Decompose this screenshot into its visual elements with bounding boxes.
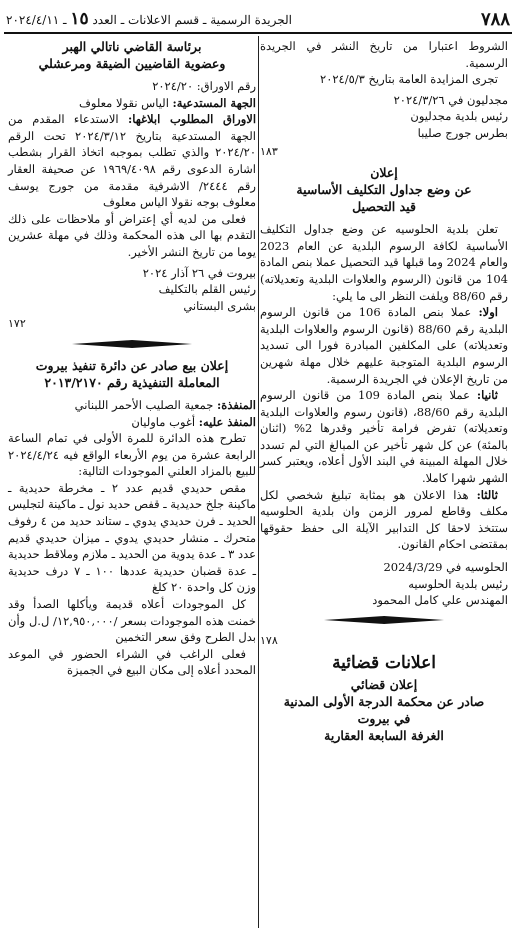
signature-line: رئيس بلدية مجدليون [410, 109, 508, 124]
notice-title: عن وضع جداول التكليف الأساسية [296, 182, 472, 198]
objection-text: فعلى من لديه أي إعتراض أو ملاحظات على ذلك التقدم بها الى هذه المحكمة وذلك في مهلة عشرين يوما من تاريخ النشر الأخير. [8, 211, 256, 259]
item-label: اولا: [478, 305, 498, 320]
notice-item [260, 387, 508, 487]
signature-line: الحلوسيه في 2024/3/29 [383, 560, 508, 575]
closing-paragraph: فعلى الراغب في الشراء الحضور في الموعد المحدد أعلاه إلى مكان البيع في الجميزة [8, 646, 256, 678]
running-title-text: الجريدة الرسمية ـ قسم الاعلانات ـ العدد [92, 13, 292, 27]
estimate-paragraph: كل الموجودات أعلاه قديمة ويأكلها الصدأ وقد خمنت هذه الموجودات بسعر /١٢,٩٥٠,٠٠٠/ ل.ل وأن بدل الطرح وفق سعر التخمين [8, 597, 257, 645]
signature-block [260, 559, 508, 609]
item-text: عملا بنص المادة 106 من قانون الرسوم البلدية رقم 88/60 (قانون الرسوم والعلاوات البلدية وتعديلاته) على المكلفين المبادرة فورا الى تسديد الرسوم البلدية المتوجبة عليهم خلال مهلة شهرين من تاريخ الإعلان في الجريدة الرسمية. [260, 305, 508, 386]
item-text: عملا بنص المادة 109 من قانون الرسوم البلدية رقم 88/60، (قانون رسوم والعلاوات البلدية وتعديلاته) تفرض فرامة تأخير وقدرها 2% (اثنان بالمئة) عن كل شهر تأخير عن المبالغ التي لم تسدد خلال المهلة المبينة في البند الأول أعلاه، ويعتبر كسر الشهر شهرا كاملا. [260, 388, 508, 486]
presidency-line: برئاسة القاضي ناتالي الهبر [62, 39, 202, 54]
section-title: اعلانات قضائية [332, 653, 436, 674]
notice-title: إعلان [370, 165, 398, 181]
sale-paragraph: تطرح هذه الدائرة للمرة الأولى في تمام الساعة الرابعة عشرة من يوم الأربعاء الواقع فيه ٢٠٢٤/٤/٢٤ للبيع بالمزاد العلني الموجودات التالية: [8, 431, 256, 479]
signature-line: بطرس جورج صليبا [417, 125, 508, 140]
text-line: تجرى المزايدة العامة بتاريخ ٢٠٢٤/٥/٣ [320, 72, 498, 87]
running-title: الجريدة الرسمية ـ قسم الاعلانات ـ العدد ١٥ ـ ٢٠٢٤/٤/١١ [6, 9, 292, 29]
debtor-line [8, 414, 256, 431]
signature-block [8, 265, 256, 315]
header-rule [4, 32, 512, 34]
signature-line: المهندس علي كامل المحمود [372, 593, 508, 608]
court-title: صادر عن محكمة الدرجة الأولى المدنية [283, 694, 485, 709]
separator-ornament [324, 615, 444, 625]
page-number: ٧٨٨ [480, 8, 510, 30]
right-column [260, 38, 508, 744]
items-paragraph: مقص حديدي قديم عدد ٢ ـ مخرطة حديدية ـ ماكينة جلخ حديدية ـ قفص حديد نول ـ ماكينة لتجليس الحديد ـ فرن حديدي يدوي ـ ستاند حديد من ٤ رفوف متحرك ـ منشار حديدي يدوي ـ ميزان حديدي قديم عدد ٣ ـ عدة يدوية من الحديد ـ ملازم وملاقط حديدية ـ عدة قضبان حديدية عددها ١٠٠ ـ ٧ درف حديدية وزن كل واحدة ٢٠ كلغ [8, 480, 257, 595]
column-divider [258, 36, 259, 928]
signature-block [260, 92, 508, 142]
text-line: الشروط اعتبارا من تاريخ النشر في الجريدة الرسمية. [260, 39, 508, 70]
sale-title: إعلان بيع صادر عن دائرة تنفيذ بيروت [35, 357, 229, 373]
presidency-line: وعضوية القاضيين الضيقة ومرعشلي [38, 56, 226, 71]
notice-number: ١٧٨ [260, 633, 278, 647]
notice-title: قيد التحصيل [352, 199, 416, 215]
item-label: ثالثا: [476, 487, 498, 502]
sale-title: المعاملة التنفيذية رقم ٢٠١٣/٢١٧٠ [44, 374, 220, 390]
notice-number: ١٧٢ [8, 317, 26, 331]
notice-item [260, 487, 508, 553]
notice-item [260, 304, 508, 387]
papers-request [8, 111, 256, 211]
executor-name: جمعية الصليب الأحمر اللبناني [74, 397, 214, 412]
signature-line: بيروت في ٢٦ آذار ٢٠٢٤ [142, 265, 256, 280]
signature-line: بشرى البستاني [183, 298, 256, 313]
separator-ornament [72, 339, 192, 349]
issue-date: ٢٠٢٤/٤/١١ [6, 13, 60, 27]
item-label: ثانيا: [476, 388, 498, 403]
papers-request-label: الاوراق المطلوب ابلاغها: [127, 112, 257, 127]
signature-line: رئيس بلدية الحلوسيه [408, 576, 508, 591]
signature-line: رئيس القلم بالتكليف [158, 282, 256, 297]
debtor-name: أغوب ماوليان [131, 414, 196, 429]
court-title: الغرفة السابعة العقارية [324, 728, 444, 743]
executor-line [8, 397, 256, 414]
notice-intro: تعلن بلدية الحلوسيه عن وضع جداول التكليف الأساسية لكافة الرسوم البلدية عن العام 2023 والعام 2024 وما قبلها قيد التحصيل عملا بنص المادة 104 من قانون (الرسوم والعلاوات البلدية وتعديلاته) رقم 88/60 ويلفت النظر الى ما يلي: [260, 222, 508, 303]
applicant-name: الياس نقولا معلوف [78, 95, 169, 110]
page-header [6, 6, 510, 32]
applicant-label: الجهة المستدعية: [172, 95, 256, 110]
debtor-label: المنفذ عليه: [198, 414, 256, 429]
papers-number: رقم الاوراق: ٢٠٢٤/٢٠ [152, 79, 256, 93]
court-title: إعلان قضائي [350, 677, 418, 692]
applicant-line [8, 95, 256, 112]
item-text: هذا الاعلان هو بمثابة تبليغ شخصي لكل مكلف وقاطع لمرور الزمن وان بلدية الحلوسيه ستتخذ لاحقا كل التدابير الآيلة الى حفظ حقوقها بمقتضى احكام القانون. [260, 487, 508, 552]
notice-number: ١٨٣ [260, 144, 278, 158]
executor-label: المنفذة: [217, 397, 256, 412]
papers-request-text: الاستدعاء المقدم من الجهة المستدعية بتاريخ ٢٠٢٤/٣/١٢ تحت الرقم ٢٠٢٤/٢٠ والذي تطلب بموجبه اتخاذ القرار بشطب اشارة الدعوى رقم ١٩٦٩/٤٠٩٨ عن صحيفة العقار رقم ٢٤٤٤/ الاشرفية مقدمة من جورج يوسف معلوف بوجه نقولا الياس معلوف [8, 112, 256, 210]
signature-line: مجدليون في ٢٠٢٤/٣/٢٦ [393, 92, 508, 107]
issue-number: ١٥ [70, 9, 89, 29]
court-title: في بيروت [357, 711, 411, 726]
left-column [8, 38, 256, 679]
